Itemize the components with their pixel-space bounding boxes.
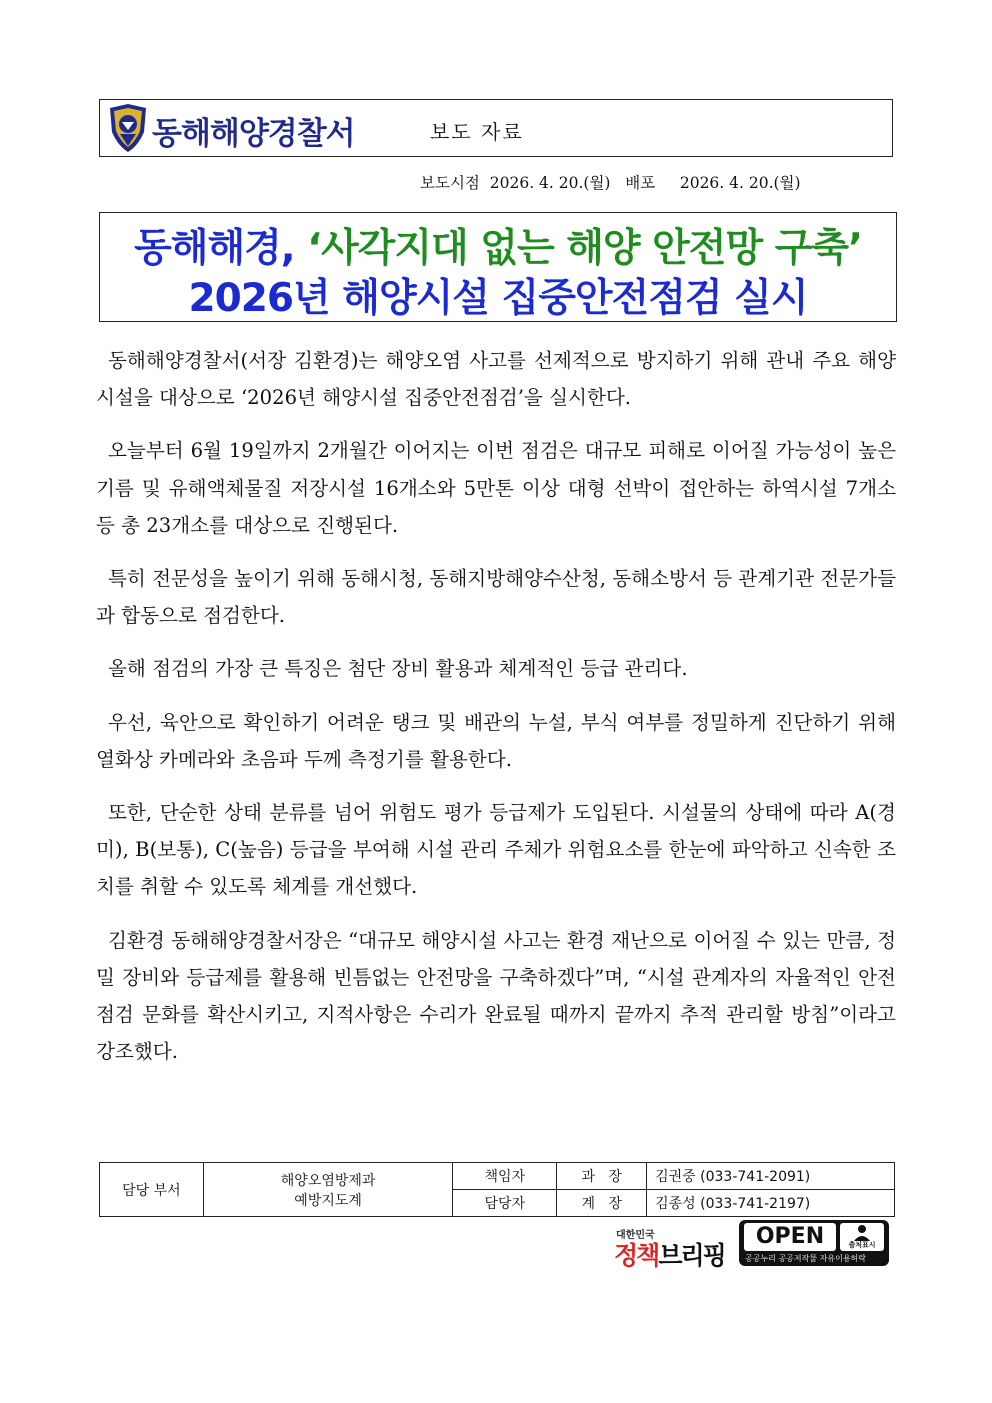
headline-part1: 동해해경,	[134, 226, 308, 271]
paragraph-text: 동해해양경찰서(서장 김환경)는 해양오염 사고를 선제적으로 방지하기 위해 관내 주요 해양시설을 대상으로 ‘2026년 해양시설 집중안전점검’을 실시한다.	[96, 349, 896, 410]
paragraph-text: 김환경 동해해양경찰서장은 “대규모 해양시설 사고는 환경 재난으로 이어질 수 있는 만큼, 정밀 장비와 등급제를 활용해 빈틈없는 안전망을 구축하겠다”며, “시설 관계자의 자율적인 안전점검 문화를 확산시키고, 지적사항은 수리가 완료될 때까지 끝까지 추적 관리할 방침”이라고 강조했다.	[96, 928, 896, 1064]
briefing-part2: 브리핑	[658, 1241, 725, 1270]
briefing-country: 대한민국	[616, 1230, 655, 1241]
org-name: 동해해양경찰서	[152, 116, 355, 152]
paragraph	[96, 922, 896, 1071]
coast-guard-emblem-icon	[108, 102, 148, 154]
dept-name-line2: 예방지도계	[294, 1192, 362, 1209]
headline-part2: ‘사각지대 없는 해양 안전망 구축’	[307, 226, 862, 271]
contact-person: 김종성 (033-741-2197)	[647, 1190, 895, 1217]
article-body	[96, 342, 896, 1086]
paragraph	[96, 432, 896, 544]
paragraph-text: 올해 점검의 가장 큰 특징은 첨단 장비 활용과 체계적인 등급 관리다.	[108, 657, 688, 681]
paragraph	[96, 704, 896, 778]
paragraph	[96, 342, 896, 416]
paragraph-text: 우선, 육안으로 확인하기 어려운 탱크 및 배관의 누설, 부식 여부를 정밀하게 진단하기 위해 열화상 카메라와 초음파 두께 측정기를 활용한다.	[96, 710, 896, 771]
paragraph	[96, 794, 896, 906]
open-word: OPEN	[744, 1223, 836, 1251]
kogl-open-badge	[739, 1220, 889, 1266]
headline-line1	[100, 217, 896, 273]
briefing-part1: 정책	[614, 1241, 659, 1270]
contact-title: 계 장	[557, 1190, 647, 1217]
dept-label: 담당 부서	[100, 1163, 204, 1217]
contact-role: 책임자	[453, 1163, 557, 1190]
paragraph-text: 특히 전문성을 높이기 위해 동해시청, 동해지방해양수산청, 동해소방서 등 관계기관 전문가들과 합동으로 점검한다.	[96, 567, 896, 628]
doc-type: 보도 자료	[430, 120, 524, 144]
dept-name-line1: 해양오염방제과	[280, 1172, 376, 1189]
kogl-caption: 공공누리 공공저작물 자유이용허락	[745, 1254, 867, 1263]
paragraph-text: 또한, 단순한 상태 분류를 넘어 위험도 평가 등급제가 도입된다. 시설물의 상태에 따라 A(경미), B(보통), C(높음) 등급을 부여해 시설 관리 주체가 위험요소를 한눈에 파악하고 신속한 조치를 취할 수 있도록 체계를 개선했다.	[96, 801, 896, 899]
contact-person: 김권중 (033-741-2091)	[647, 1163, 895, 1190]
attribution-icon	[840, 1223, 884, 1251]
release-dateline: 보도시점 2026. 4. 20.(월) 배포 2026. 4. 20.(월)	[420, 174, 801, 192]
contact-row	[100, 1163, 895, 1190]
headline-box	[99, 212, 897, 322]
contact-table	[99, 1162, 895, 1217]
contact-title: 과 장	[557, 1163, 647, 1190]
paragraph-text: 오늘부터 6월 19일까지 2개월간 이어지는 이번 점검은 대규모 피해로 이어질 가능성이 높은 기름 및 유해액체물질 저장시설 16개소와 5만톤 이상 대형 선박이 접안하는 하역시설 7개소 등 총 23개소를 대상으로 진행된다.	[96, 439, 896, 537]
briefing-wordmark	[614, 1236, 725, 1272]
policy-briefing-logo	[612, 1226, 732, 1270]
contact-role: 담당자	[453, 1190, 557, 1217]
header-box	[99, 99, 893, 157]
paragraph	[96, 560, 896, 634]
attribution-label: 출처표시	[848, 1241, 876, 1249]
paragraph	[96, 650, 896, 687]
dept-name	[203, 1163, 453, 1217]
headline-line2: 2026년 해양시설 집중안전점검 실시	[188, 276, 808, 321]
